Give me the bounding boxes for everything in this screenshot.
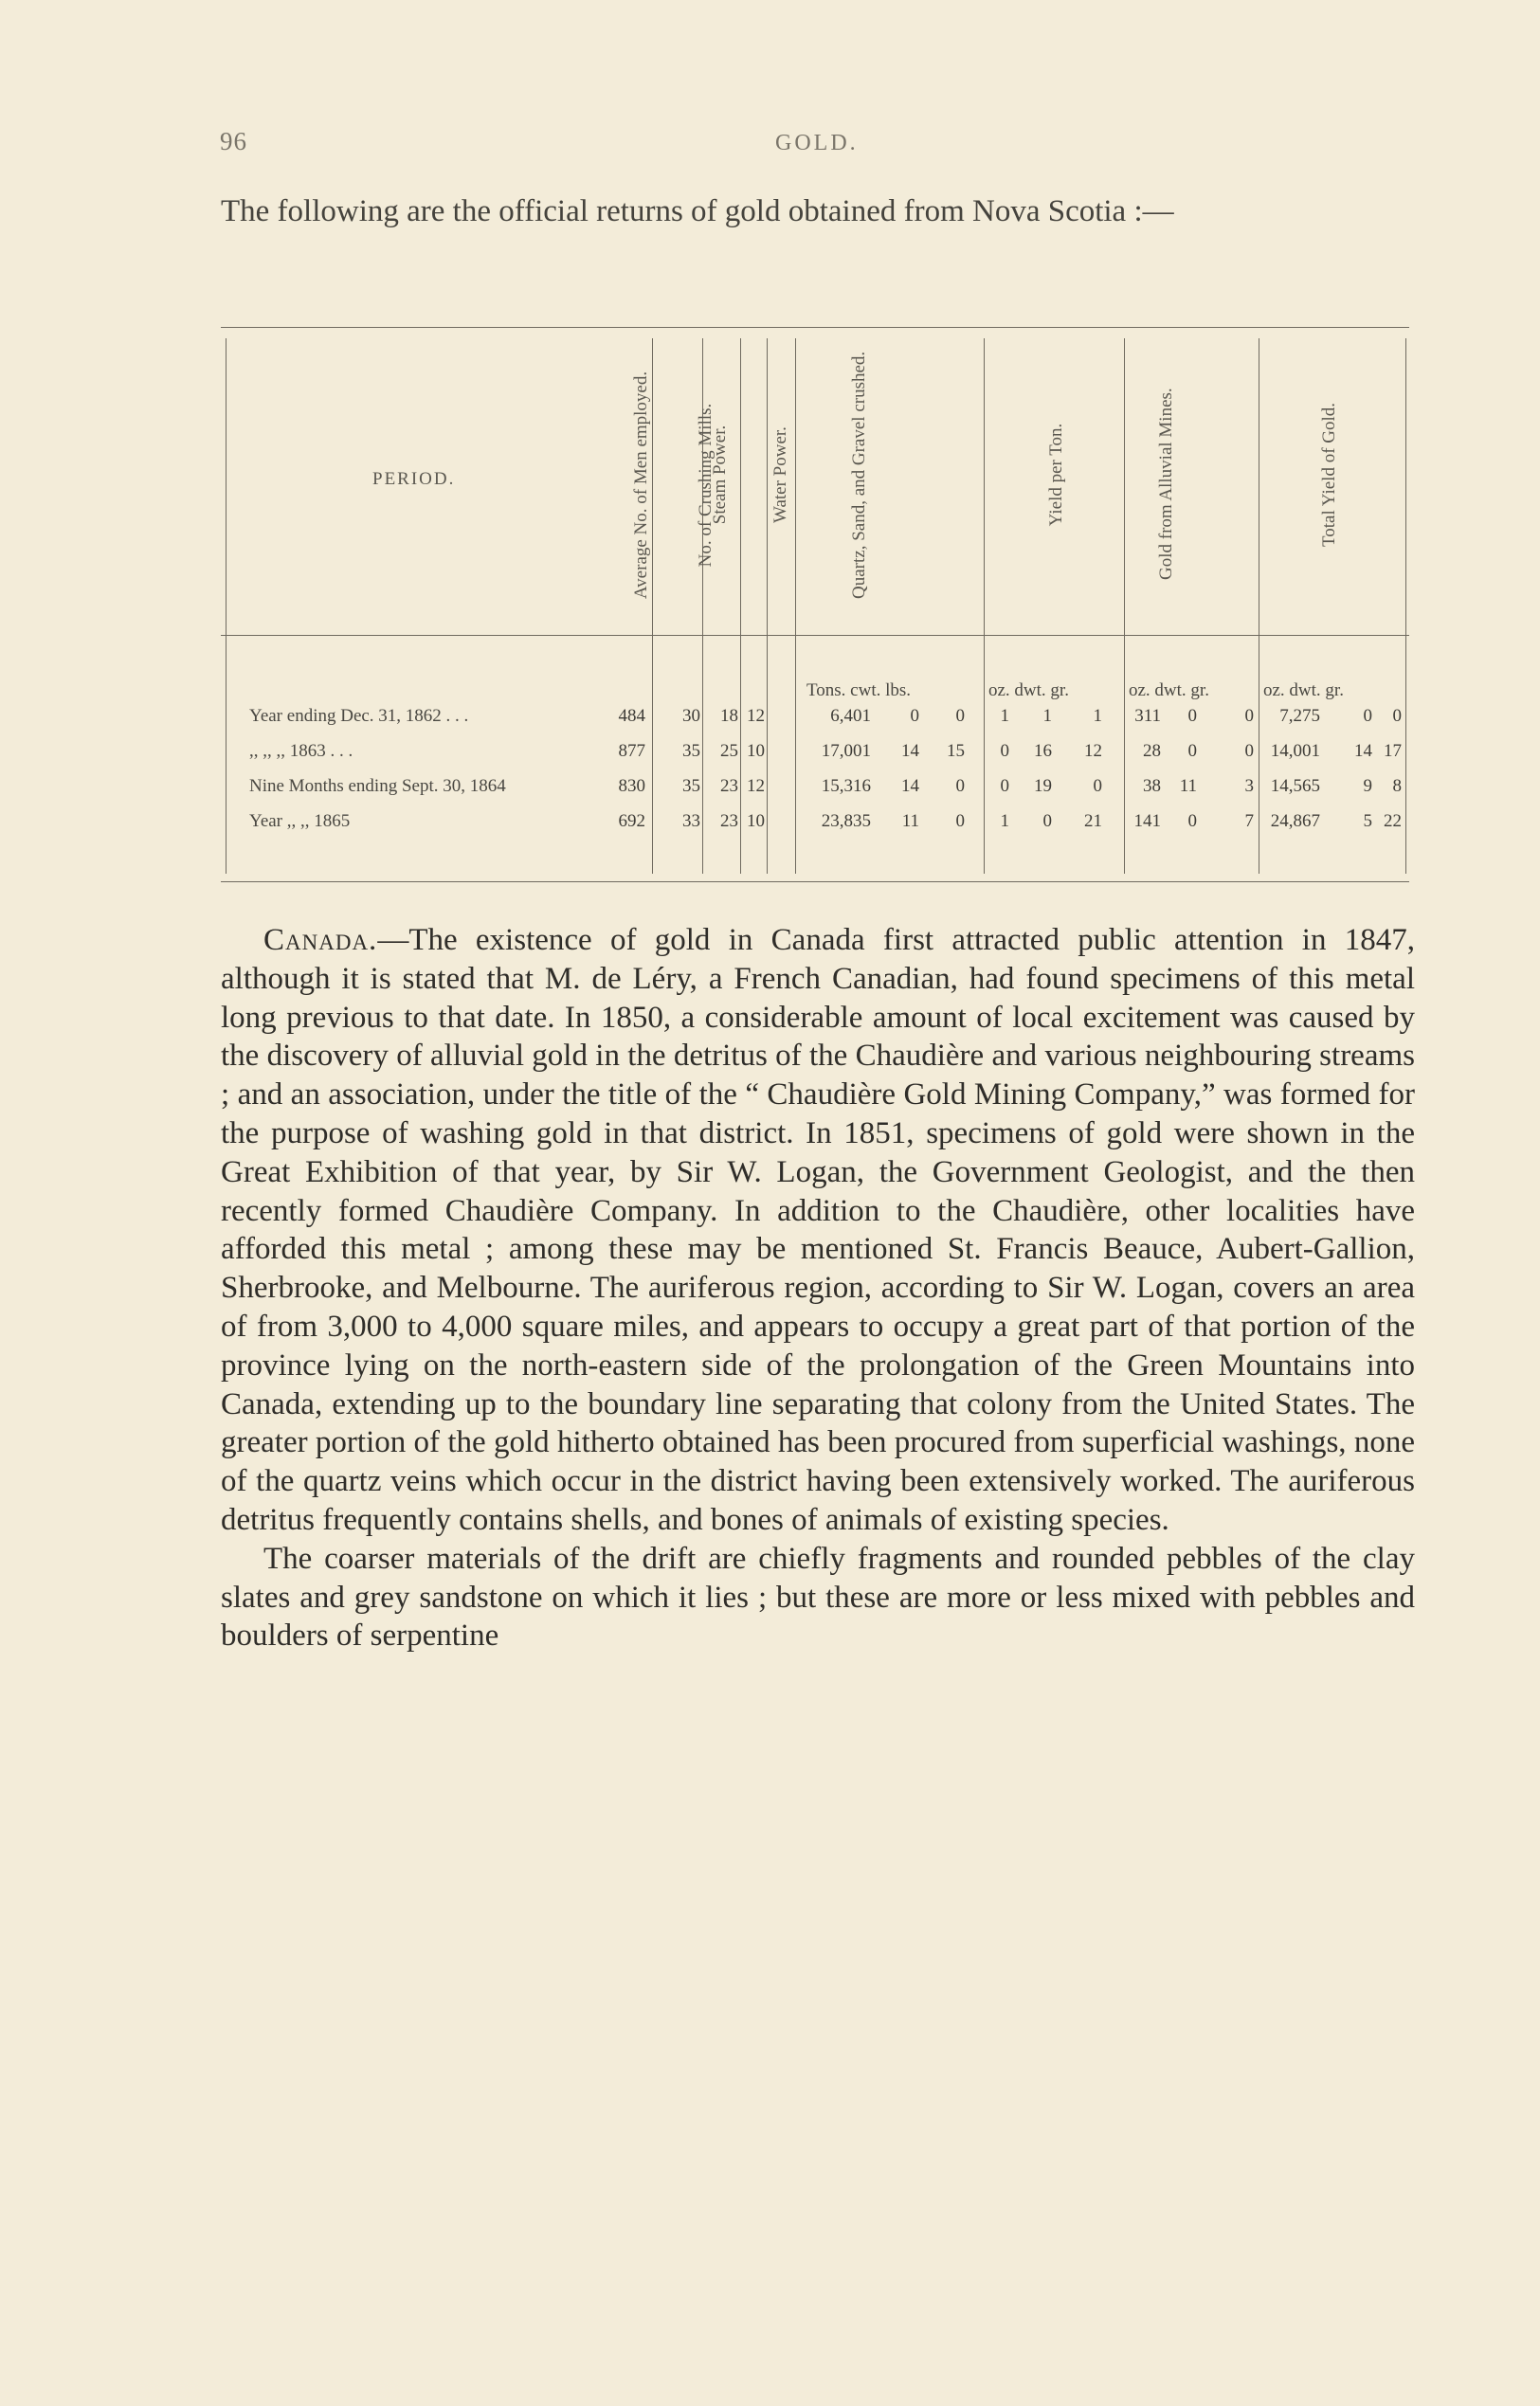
paragraph-1 <box>221 921 1415 1540</box>
unit-alluvial: oz. dwt. gr. <box>1129 680 1209 700</box>
cell-t-dwt: 5 <box>1363 811 1372 831</box>
cell-steam: 23 <box>720 776 738 796</box>
cell-t-oz: 14,565 <box>1270 776 1320 796</box>
cell-t-gr: 8 <box>1392 776 1402 796</box>
col-rule <box>1124 338 1125 874</box>
cell-cwt: 14 <box>901 741 919 761</box>
cell-a-dwt: 0 <box>1187 741 1197 761</box>
cell-tons: 23,835 <box>821 811 871 831</box>
cell-water: 12 <box>747 706 765 726</box>
cell-lbs: 0 <box>955 776 965 796</box>
cell-t-gr: 17 <box>1384 741 1402 761</box>
cell-water: 10 <box>747 811 765 831</box>
cell-a-gr: 0 <box>1244 741 1254 761</box>
cell-lbs: 0 <box>955 811 965 831</box>
cell-tons: 15,316 <box>821 776 871 796</box>
cell-cwt: 11 <box>901 811 919 831</box>
cell-a-oz: 141 <box>1133 811 1161 831</box>
total-header: Total Yield of Gold. <box>1319 402 1339 548</box>
cell-lbs: 0 <box>955 706 965 726</box>
cell-t-oz: 24,867 <box>1270 811 1320 831</box>
cell-cwt: 14 <box>901 776 919 796</box>
cell-men: 830 <box>618 776 645 796</box>
cell-steam: 23 <box>720 811 738 831</box>
cell-y-gr: 21 <box>1084 811 1102 831</box>
cell-y-oz: 0 <box>1000 741 1009 761</box>
cell-men: 877 <box>618 741 645 761</box>
water-header: Water Power. <box>770 426 790 523</box>
cell-t-dwt: 0 <box>1363 706 1372 726</box>
intro-text: The following are the official returns of gold obtained from Nova Scotia :— <box>221 194 1174 228</box>
unit-total: oz. dwt. gr. <box>1263 680 1344 700</box>
unit-quartz: Tons. cwt. lbs. <box>806 680 912 700</box>
cell-a-dwt: 0 <box>1187 811 1197 831</box>
cell-a-dwt: 0 <box>1187 706 1197 726</box>
cell-men: 484 <box>618 706 645 726</box>
running-head: GOLD. <box>775 131 859 155</box>
col-rule <box>795 338 796 874</box>
cell-a-oz: 38 <box>1143 776 1161 796</box>
cell-cwt: 0 <box>910 706 919 726</box>
cell-y-oz: 1 <box>1000 706 1009 726</box>
cell-tons: 6,401 <box>830 706 871 726</box>
cell-y-dwt: 19 <box>1034 776 1052 796</box>
period-header: PERIOD. <box>372 469 456 489</box>
paragraph-1-text: —The existence of gold in Canada first attracted public attention in 1847, although it is stated that M. de Léry, a French Canadian, had found specimens of this metal long previous to that date. In 1850, a considerable amount of local excitement was caused by the discovery of alluvial gold in the detritus of the Chaudière and various neighbouring streams ; and an association, under the title of the “ Chaudière Gold Mining Company,” was formed for the purpose of washing gold in that district. In 1851, specimens of gold were shown in the Great Exhibition of that year, by Sir W. Logan, the Government Geologist, and the then recently formed Chaudière Company. In addition to the Chaudière, other localities have afforded this metal ; among these may be mentioned St. Francis Beauce, Aubert-Gallion, Sherbrooke, and Melbourne. The auriferous region, according to Sir W. Logan, covers an area of from 3,000 to 4,000 square miles, and appears to occupy a great part of that portion of the province lying on the north-eastern side of the prolongation of the Green Mountains into Canada, extending up to the boundary line separating that colony from the United States. The greater portion of the gold hitherto obtained has been procured from superficial washings, none of the quartz veins which occur in the district having been extensively worked. The auriferous detritus frequently contains shells, and bones of animals of existing species. <box>221 923 1415 1537</box>
cell-y-gr: 0 <box>1093 776 1102 796</box>
cell-a-gr: 3 <box>1244 776 1254 796</box>
cell-men: 692 <box>618 811 645 831</box>
cell-t-gr: 0 <box>1392 706 1402 726</box>
cell-y-dwt: 0 <box>1042 811 1052 831</box>
unit-yield: oz. dwt. gr. <box>988 680 1069 700</box>
row-period-label: Nine Months ending Sept. 30, 1864 <box>249 776 506 796</box>
cell-mills: 30 <box>682 706 700 726</box>
cell-t-gr: 22 <box>1384 811 1402 831</box>
cell-water: 12 <box>747 776 765 796</box>
col-rule <box>767 338 768 874</box>
cell-mills: 33 <box>682 811 700 831</box>
cell-tons: 17,001 <box>821 741 871 761</box>
quartz-header: Quartz, Sand, and Gravel crushed. <box>849 351 869 599</box>
col-rule <box>984 338 985 874</box>
cell-y-dwt: 16 <box>1034 741 1052 761</box>
cell-water: 10 <box>747 741 765 761</box>
canada-heading: Canada. <box>263 923 378 957</box>
cell-y-gr: 12 <box>1084 741 1102 761</box>
steam-header: Steam Power. <box>710 425 730 525</box>
paragraph-2: The coarser materials of the drift are chiefly fragments and rounded pebbles of the clay slates and grey sandstone on which it lies ; but these are more or less mixed with pebbles and boulders of serpentine <box>221 1541 1415 1654</box>
cell-lbs: 15 <box>947 741 965 761</box>
gold-returns-table <box>221 327 1409 886</box>
col-rule <box>740 338 741 874</box>
cell-a-oz: 311 <box>1134 706 1161 726</box>
row-period-label: Year ,, ,, 1865 <box>249 811 351 831</box>
cell-mills: 35 <box>682 741 700 761</box>
body-text <box>221 921 1415 1655</box>
table-header-rule <box>221 635 1409 636</box>
cell-t-oz: 7,275 <box>1279 706 1320 726</box>
cell-mills: 35 <box>682 776 700 796</box>
cell-y-oz: 0 <box>1000 776 1009 796</box>
cell-t-oz: 14,001 <box>1270 741 1320 761</box>
alluvial-header: Gold from Alluvial Mines. <box>1156 388 1176 580</box>
cell-t-dwt: 14 <box>1354 741 1372 761</box>
yield-header: Yield per Ton. <box>1046 423 1066 527</box>
cell-y-oz: 1 <box>1000 811 1009 831</box>
cell-t-dwt: 9 <box>1363 776 1372 796</box>
cell-a-gr: 7 <box>1244 811 1254 831</box>
cell-steam: 25 <box>720 741 738 761</box>
cell-steam: 18 <box>720 706 738 726</box>
mills-header: No. of Crushing Mills. <box>696 403 716 568</box>
cell-a-dwt: 11 <box>1179 776 1197 796</box>
cell-y-dwt: 1 <box>1042 706 1052 726</box>
cell-a-oz: 28 <box>1143 741 1161 761</box>
table-bottom-rule <box>221 881 1409 882</box>
men-header: Average No. of Men employed. <box>631 371 651 600</box>
cell-a-gr: 0 <box>1244 706 1254 726</box>
row-period-label: ,, ,, ,, 1863 . . . <box>249 741 353 761</box>
table-top-rule <box>221 327 1409 328</box>
page-number: 96 <box>220 127 247 155</box>
cell-y-gr: 1 <box>1093 706 1102 726</box>
table-right-rule <box>1405 338 1406 874</box>
row-period-label: Year ending Dec. 31, 1862 . . . <box>249 706 469 726</box>
